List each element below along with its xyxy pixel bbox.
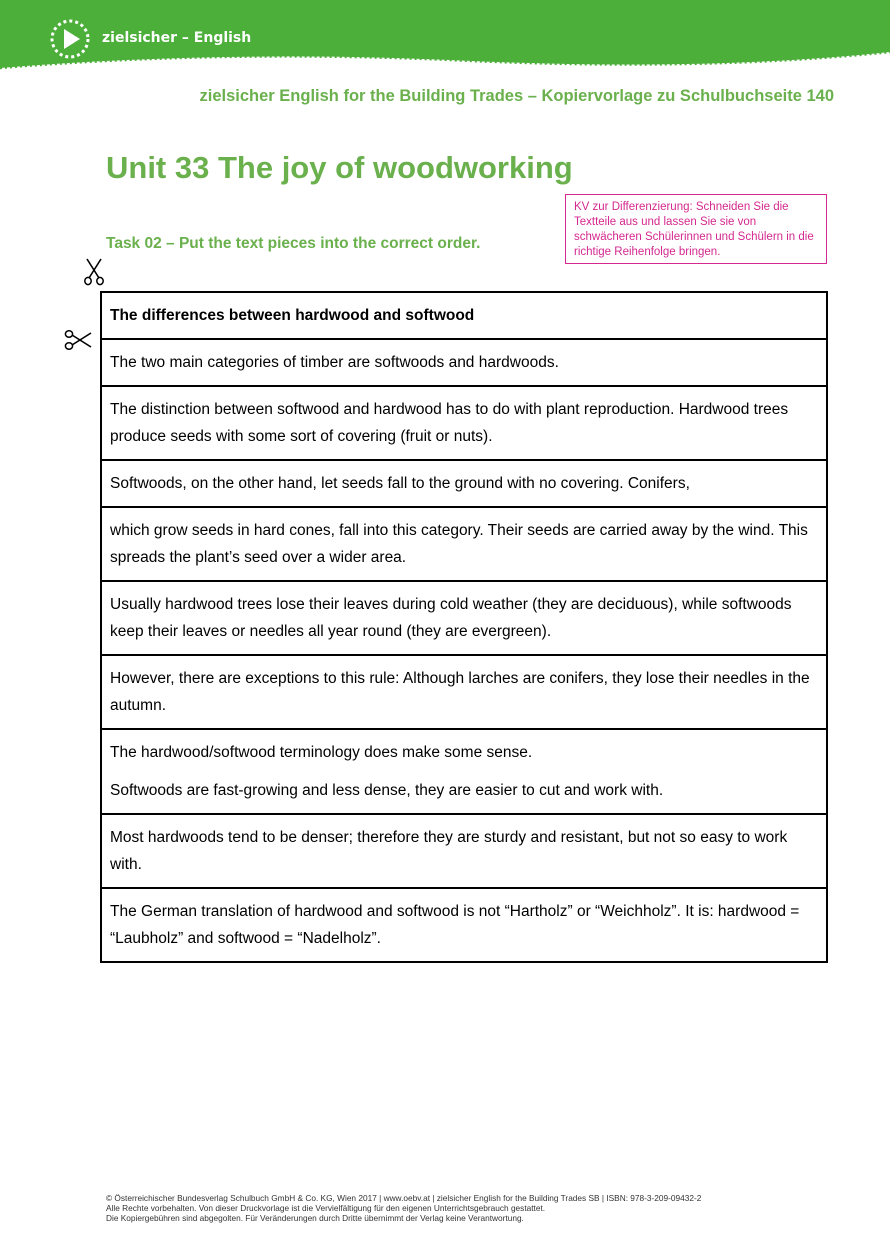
footer-line: © Österreichischer Bundesverlag Schulbuch GmbH & Co. KG, Wien 2017 | www.oebv.at | zielsicher English for the Building Trades SB | ISBN: 978-3-209-09432-2 xyxy=(106,1193,702,1203)
footer-line: Die Kopiergebühren sind abgegolten. Für Veränderungen durch Dritte übernimmt der Verlag keine Verantwortung. xyxy=(106,1213,524,1223)
text-strip: However, there are exceptions to this rule: Although larches are conifers, they lose their needles in the autumn. xyxy=(102,654,826,728)
page-title: Unit 33 The joy of woodworking xyxy=(106,150,573,185)
strip-paragraph: Softwoods are fast-growing and less dense, they are easier to cut and work with. xyxy=(110,782,664,799)
scissors-icon xyxy=(83,258,105,286)
text-strip xyxy=(102,728,826,813)
header-text: zielsicher English for the Building Trades – Kopiervorlage zu Schulbuchseite 140 xyxy=(199,87,834,105)
text-strip: Usually hardwood trees lose their leaves during cold weather (they are deciduous), while softwoods keep their leaves or needles all year round (they are evergreen). xyxy=(102,580,826,654)
scissors-icon xyxy=(64,329,92,351)
strip-heading: The differences between hardwood and softwood xyxy=(110,307,475,324)
footer-copyright xyxy=(106,1193,701,1223)
text-strip: Most hardwoods tend to be denser; therefore they are sturdy and resistant, but not so easy to work with. xyxy=(102,813,826,887)
strip-paragraph: The hardwood/softwood terminology does make some sense. xyxy=(110,744,533,761)
text-strip: The German translation of hardwood and softwood is not “Hartholz” or “Weichholz”. It is: hardwood = “Laubholz” and softwood = “Nadelholz”. xyxy=(102,887,826,961)
text-strip: which grow seeds in hard cones, fall into this category. Their seeds are carried away by the wind. This spreads the plant’s seed over a wider area. xyxy=(102,506,826,580)
text-strip: The distinction between softwood and hardwood has to do with plant reproduction. Hardwood trees produce seeds with some sort of covering (fruit or nuts). xyxy=(102,385,826,459)
text-strips-table xyxy=(100,291,828,963)
teacher-note: KV zur Differenzierung: Schneiden Sie die Textteile aus und lassen Sie sie von schwächeren Schülerinnen und Schülern in die richtige Reihenfolge bringen. xyxy=(565,194,827,264)
text-strip: The two main categories of timber are softwoods and hardwoods. xyxy=(102,338,826,385)
task-instruction: Task 02 – Put the text pieces into the correct order. xyxy=(106,235,481,252)
brand-name: zielsicher – English xyxy=(102,30,252,46)
text-strip: Softwoods, on the other hand, let seeds fall to the ground with no covering. Conifers, xyxy=(102,459,826,506)
footer-line: Alle Rechte vorbehalten. Von dieser Druckvorlage ist die Vervielfältigung für den eigenen Unterrichtsgebrauch gestattet. xyxy=(106,1203,546,1213)
